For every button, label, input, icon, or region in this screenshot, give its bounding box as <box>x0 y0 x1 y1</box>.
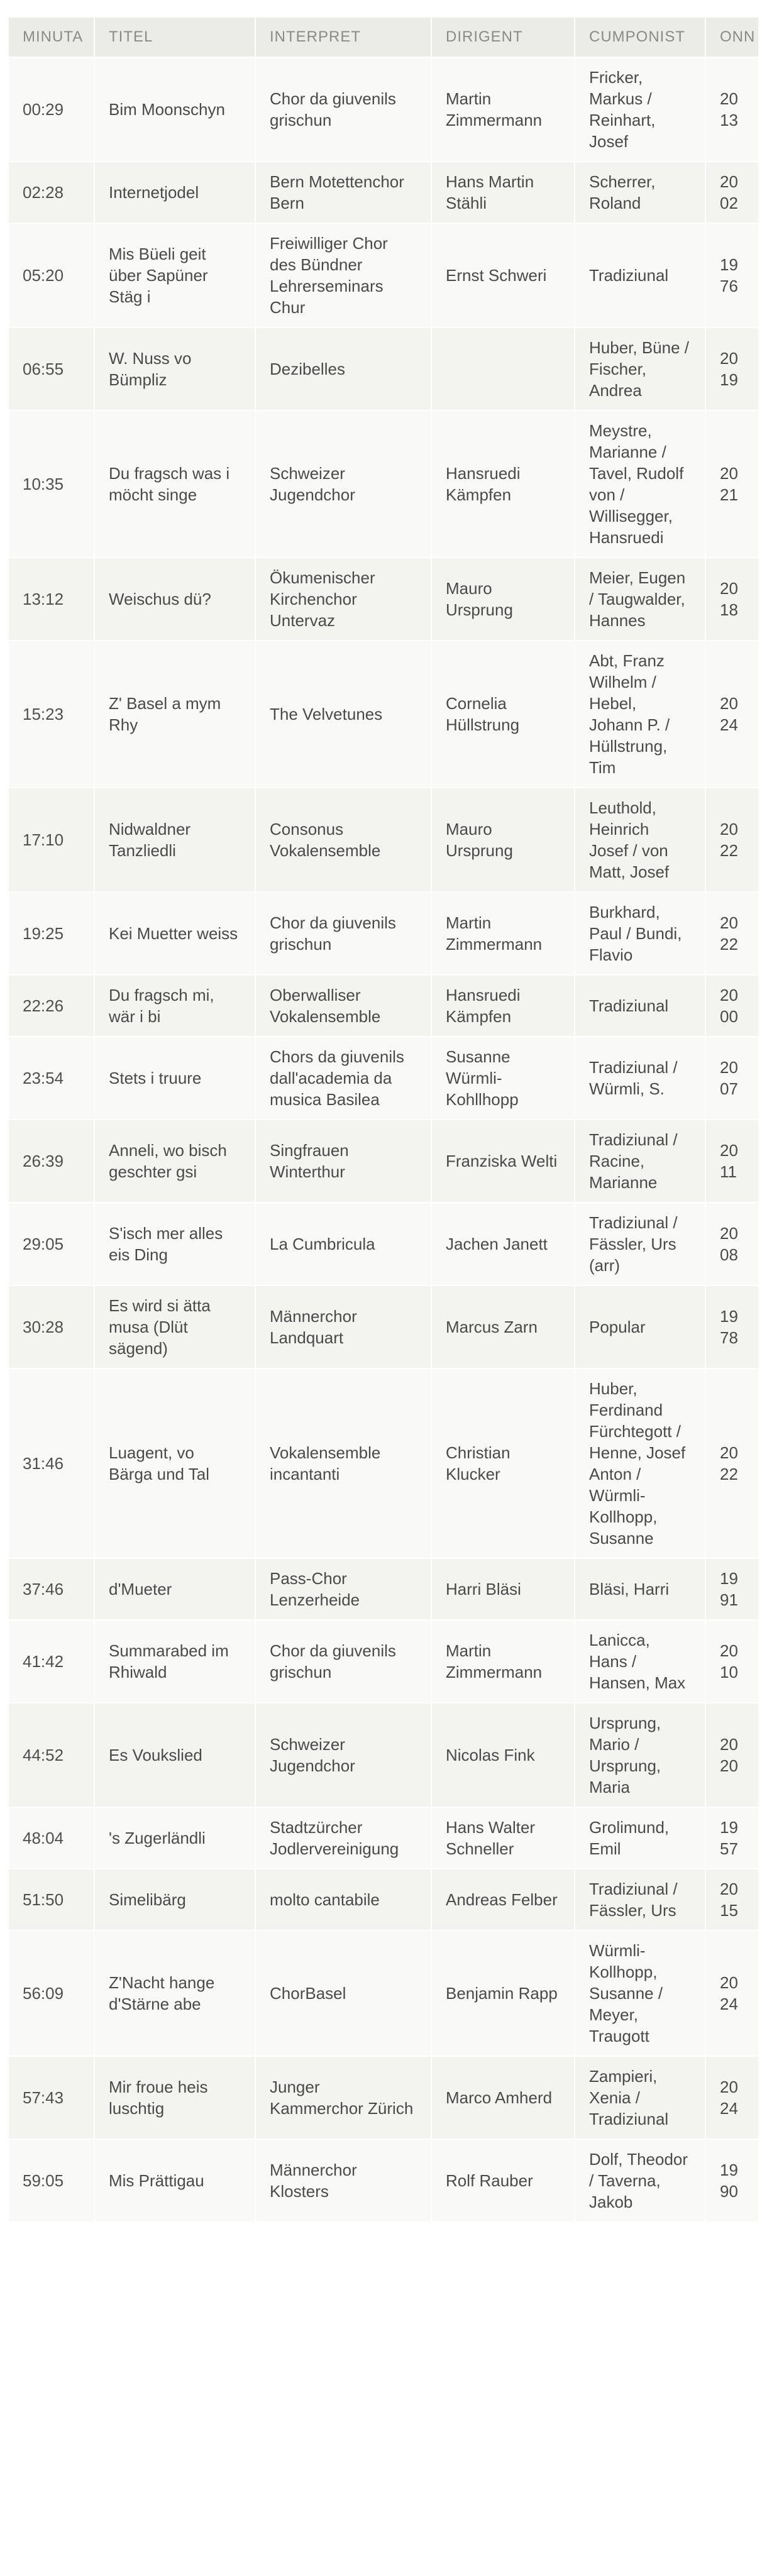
table-row <box>9 558 758 641</box>
cell-conductor: Christian Klucker <box>431 1368 575 1558</box>
cell-minute: 17:10 <box>9 788 94 892</box>
cell-minute: 06:55 <box>9 328 94 410</box>
cell-conductor: Franziska Welti <box>431 1120 575 1203</box>
header-composer: CUMPONIST <box>575 18 705 57</box>
cell-minute: 00:29 <box>9 57 94 162</box>
cell-performer: Junger Kammerchor Zürich <box>255 2056 431 2139</box>
cell-minute: 02:28 <box>9 162 94 223</box>
cell-performer: Ökumenischer Kirchenchor Untervaz <box>255 558 431 641</box>
cell-year: 2018 <box>705 558 758 641</box>
cell-year: 1976 <box>705 223 758 328</box>
table-row <box>9 2139 758 2221</box>
cell-year: 2002 <box>705 162 758 223</box>
cell-year: 2022 <box>705 788 758 892</box>
cell-year: 2022 <box>705 892 758 975</box>
cell-performer: Freiwilliger Chor des Bündner Lehrerseminars Chur <box>255 223 431 328</box>
table-row <box>9 410 758 558</box>
cell-composer: Tradiziunal / Würmli, S. <box>575 1037 705 1120</box>
cell-minute: 22:26 <box>9 975 94 1037</box>
cell-title: Luagent, vo Bärga und Tal <box>94 1368 255 1558</box>
table-row <box>9 1120 758 1203</box>
cell-performer: Schweizer Jugendchor <box>255 1703 431 1807</box>
cell-year: 2013 <box>705 57 758 162</box>
cell-performer: Chor da giuvenils grischun <box>255 892 431 975</box>
cell-conductor: Harri Bläsi <box>431 1558 575 1620</box>
cell-title: Stets i truure <box>94 1037 255 1120</box>
cell-conductor: Andreas Felber <box>431 1869 575 1930</box>
cell-performer: Bern Motettenchor Bern <box>255 162 431 223</box>
table-row <box>9 57 758 162</box>
cell-minute: 26:39 <box>9 1120 94 1203</box>
cell-year: 2021 <box>705 410 758 558</box>
cell-conductor: Nicolas Fink <box>431 1703 575 1807</box>
table-row <box>9 162 758 223</box>
cell-minute: 37:46 <box>9 1558 94 1620</box>
cell-title: Bim Moonschyn <box>94 57 255 162</box>
table-row <box>9 1368 758 1558</box>
cell-year: 2008 <box>705 1203 758 1285</box>
cell-minute: 30:28 <box>9 1285 94 1368</box>
cell-conductor: Rolf Rauber <box>431 2139 575 2221</box>
cell-conductor: Martin Zimmermann <box>431 1620 575 1703</box>
cell-year: 1978 <box>705 1285 758 1368</box>
cell-performer: molto cantabile <box>255 1869 431 1930</box>
cell-year: 2022 <box>705 1368 758 1558</box>
cell-performer: Singfrauen Winterthur <box>255 1120 431 1203</box>
cell-composer: Meier, Eugen / Taugwalder, Hannes <box>575 558 705 641</box>
cell-performer: Pass-Chor Lenzerheide <box>255 1558 431 1620</box>
cell-year: 2000 <box>705 975 758 1037</box>
table-row <box>9 641 758 788</box>
cell-conductor: Ernst Schweri <box>431 223 575 328</box>
cell-minute: 56:09 <box>9 1930 94 2056</box>
cell-year: 1957 <box>705 1807 758 1869</box>
cell-conductor: Hans Walter Schneller <box>431 1807 575 1869</box>
cell-composer: Meystre, Marianne / Tavel, Rudolf von / Willisegger, Hansruedi <box>575 410 705 558</box>
cell-conductor: Mauro Ursprung <box>431 558 575 641</box>
cell-composer: Scherrer, Roland <box>575 162 705 223</box>
cell-conductor: Susanne Würmli-Kohllhopp <box>431 1037 575 1120</box>
cell-conductor: Hansruedi Kämpfen <box>431 410 575 558</box>
table-row <box>9 328 758 410</box>
cell-composer: Burkhard, Paul / Bundi, Flavio <box>575 892 705 975</box>
cell-minute: 23:54 <box>9 1037 94 1120</box>
cell-title: Es Voukslied <box>94 1703 255 1807</box>
cell-performer: Consonus Vokalensemble <box>255 788 431 892</box>
cell-conductor: Mauro Ursprung <box>431 788 575 892</box>
table-header-row <box>9 18 758 57</box>
cell-conductor: Marcus Zarn <box>431 1285 575 1368</box>
cell-conductor: Hans Martin Stähli <box>431 162 575 223</box>
cell-title: Mir froue heis luschtig <box>94 2056 255 2139</box>
cell-composer: Würmli-Kollhopp, Susanne / Meyer, Traugott <box>575 1930 705 2056</box>
cell-year: 2010 <box>705 1620 758 1703</box>
table-row <box>9 1703 758 1807</box>
cell-minute: 15:23 <box>9 641 94 788</box>
cell-title: S'isch mer alles eis Ding <box>94 1203 255 1285</box>
cell-performer: Männerchor Landquart <box>255 1285 431 1368</box>
cell-title: d'Mueter <box>94 1558 255 1620</box>
cell-composer: Tradiziunal / Racine, Marianne <box>575 1120 705 1203</box>
cell-title: Mis Büeli geit über Sapüner Stäg i <box>94 223 255 328</box>
cell-year: 2024 <box>705 2056 758 2139</box>
cell-conductor: Martin Zimmermann <box>431 892 575 975</box>
cell-composer: Lanicca, Hans / Hansen, Max <box>575 1620 705 1703</box>
cell-minute: 57:43 <box>9 2056 94 2139</box>
cell-title: Nidwaldner Tanzliedli <box>94 788 255 892</box>
cell-composer: Ursprung, Mario / Ursprung, Maria <box>575 1703 705 1807</box>
cell-title: Internetjodel <box>94 162 255 223</box>
cell-title: Weischus dü? <box>94 558 255 641</box>
cell-year: 2007 <box>705 1037 758 1120</box>
cell-title: Du fragsch mi, wär i bi <box>94 975 255 1037</box>
cell-performer: Vokalensemble incantanti <box>255 1368 431 1558</box>
header-title: TITEL <box>94 18 255 57</box>
cell-year: 1991 <box>705 1558 758 1620</box>
table-row <box>9 1869 758 1930</box>
table-row <box>9 1203 758 1285</box>
cell-year: 2015 <box>705 1869 758 1930</box>
cell-composer: Grolimund, Emil <box>575 1807 705 1869</box>
cell-performer: ChorBasel <box>255 1930 431 2056</box>
header-year: ONN <box>705 18 758 57</box>
cell-composer: Abt, Franz Wilhelm / Hebel, Johann P. / Hüllstrung, Tim <box>575 641 705 788</box>
cell-composer: Popular <box>575 1285 705 1368</box>
cell-minute: 31:46 <box>9 1368 94 1558</box>
cell-title: Simelibärg <box>94 1869 255 1930</box>
table-row <box>9 2056 758 2139</box>
cell-performer: Dezibelles <box>255 328 431 410</box>
cell-composer: Leuthold, Heinrich Josef / von Matt, Josef <box>575 788 705 892</box>
cell-minute: 41:42 <box>9 1620 94 1703</box>
cell-year: 1990 <box>705 2139 758 2221</box>
cell-title: 's Zugerländli <box>94 1807 255 1869</box>
playlist-table <box>9 18 758 2221</box>
cell-performer: Chors da giuvenils dall'academia da musica Basilea <box>255 1037 431 1120</box>
table-row <box>9 892 758 975</box>
cell-title: Anneli, wo bisch geschter gsi <box>94 1120 255 1203</box>
header-performer: INTERPRET <box>255 18 431 57</box>
cell-title: Du fragsch was i möcht singe <box>94 410 255 558</box>
cell-performer: Oberwalliser Vokalensemble <box>255 975 431 1037</box>
cell-composer: Bläsi, Harri <box>575 1558 705 1620</box>
cell-composer: Tradiziunal <box>575 975 705 1037</box>
table-row <box>9 1037 758 1120</box>
cell-composer: Huber, Ferdinand Fürchtegott / Henne, Josef Anton / Würmli-Kollhopp, Susanne <box>575 1368 705 1558</box>
cell-year: 2020 <box>705 1703 758 1807</box>
cell-performer: La Cumbricula <box>255 1203 431 1285</box>
cell-conductor: Hansruedi Kämpfen <box>431 975 575 1037</box>
table-row <box>9 1558 758 1620</box>
header-minute: MINUTA <box>9 18 94 57</box>
cell-performer: Schweizer Jugendchor <box>255 410 431 558</box>
table-row <box>9 975 758 1037</box>
cell-title: Mis Prättigau <box>94 2139 255 2221</box>
cell-minute: 19:25 <box>9 892 94 975</box>
cell-title: W. Nuss vo Bümpliz <box>94 328 255 410</box>
table-row <box>9 1930 758 2056</box>
cell-title: Kei Muetter weiss <box>94 892 255 975</box>
cell-minute: 59:05 <box>9 2139 94 2221</box>
cell-minute: 10:35 <box>9 410 94 558</box>
cell-performer: Männerchor Klosters <box>255 2139 431 2221</box>
cell-composer: Dolf, Theodor / Taverna, Jakob <box>575 2139 705 2221</box>
cell-performer: Chor da giuvenils grischun <box>255 57 431 162</box>
cell-composer: Zampieri, Xenia / Tradiziunal <box>575 2056 705 2139</box>
table-row <box>9 788 758 892</box>
cell-performer: Chor da giuvenils grischun <box>255 1620 431 1703</box>
cell-composer: Tradiziunal / Fässler, Urs (arr) <box>575 1203 705 1285</box>
cell-title: Summarabed im Rhiwald <box>94 1620 255 1703</box>
cell-conductor: Marco Amherd <box>431 2056 575 2139</box>
cell-minute: 48:04 <box>9 1807 94 1869</box>
table-row <box>9 1620 758 1703</box>
cell-conductor <box>431 328 575 410</box>
cell-composer: Tradiziunal / Fässler, Urs <box>575 1869 705 1930</box>
cell-year: 2019 <box>705 328 758 410</box>
cell-minute: 44:52 <box>9 1703 94 1807</box>
cell-conductor: Jachen Janett <box>431 1203 575 1285</box>
cell-title: Z'Nacht hange d'Stärne abe <box>94 1930 255 2056</box>
cell-conductor: Martin Zimmermann <box>431 57 575 162</box>
cell-year: 2011 <box>705 1120 758 1203</box>
cell-conductor: Cornelia Hüllstrung <box>431 641 575 788</box>
header-conductor: DIRIGENT <box>431 18 575 57</box>
table-row <box>9 1807 758 1869</box>
cell-composer: Fricker, Markus / Reinhart, Josef <box>575 57 705 162</box>
cell-minute: 05:20 <box>9 223 94 328</box>
cell-performer: Stadtzürcher Jodlervereinigung <box>255 1807 431 1869</box>
cell-composer: Tradiziunal <box>575 223 705 328</box>
cell-conductor: Benjamin Rapp <box>431 1930 575 2056</box>
cell-minute: 13:12 <box>9 558 94 641</box>
table-row <box>9 223 758 328</box>
cell-performer: The Velvetunes <box>255 641 431 788</box>
cell-year: 2024 <box>705 641 758 788</box>
table-row <box>9 1285 758 1368</box>
cell-title: Es wird si ätta musa (Dlüt sägend) <box>94 1285 255 1368</box>
cell-composer: Huber, Büne / Fischer, Andrea <box>575 328 705 410</box>
cell-minute: 51:50 <box>9 1869 94 1930</box>
cell-title: Z' Basel a mym Rhy <box>94 641 255 788</box>
cell-minute: 29:05 <box>9 1203 94 1285</box>
cell-year: 2024 <box>705 1930 758 2056</box>
